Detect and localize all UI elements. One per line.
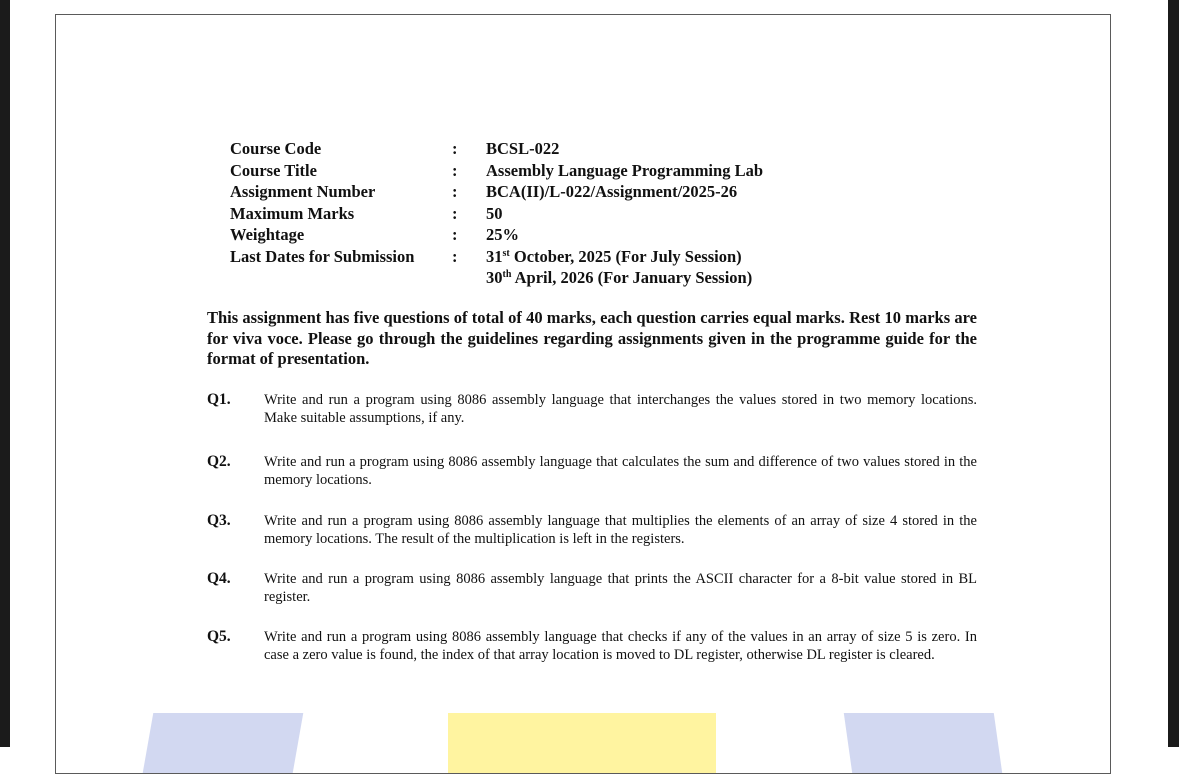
submission-dates-row (230, 246, 763, 268)
july-session-date: 31st October, 2025 (For July Session) (486, 246, 742, 266)
separator: : (452, 139, 458, 158)
logo-shape-blue-left (143, 713, 304, 773)
logo-shape-yellow (448, 713, 716, 773)
question-number: Q3. (207, 512, 231, 529)
question-1 (207, 391, 977, 427)
question-text: Write and run a program using 8086 assembly language that multiplies the elements of an array of size 4 stored in the memory locations. The result of the multiplication is left in the registers. (264, 513, 977, 547)
question-text: Write and run a program using 8086 assembly language that prints the ASCII character for a 8-bit value stored in BL register. (264, 571, 977, 605)
weightage-label: Weightage (230, 225, 305, 244)
maximum-marks-row (230, 203, 763, 225)
assignment-number-label: Assignment Number (230, 182, 376, 201)
question-number: Q5. (207, 628, 231, 645)
question-text: Write and run a program using 8086 assembly language that interchanges the values stored in two memory locations. Make suitable assumptions, if any. (264, 392, 977, 426)
assignment-instructions: This assignment has five questions of total of 40 marks, each question carries equal marks. Rest 10 marks are for viva voce. Please go through the guidelines regarding assignments given in the programme guide for the format of presentation. (207, 308, 977, 368)
question-4 (207, 570, 977, 606)
question-5 (207, 628, 977, 664)
course-title-label: Course Title (230, 160, 317, 180)
separator: : (452, 203, 458, 223)
right-dark-border (1168, 0, 1179, 747)
question-text: Write and run a program using 8086 assembly language that checks if any of the values in an array of size 5 is zero. In case a zero value is found, the index of that array location is moved to DL register, otherwise DL register is cleared. (264, 629, 977, 663)
maximum-marks-label: Maximum Marks (230, 203, 355, 223)
separator: : (452, 225, 458, 244)
course-code-value: BCSL-022 (486, 139, 560, 158)
course-info-table (230, 138, 763, 289)
maximum-marks-value: 50 (486, 203, 503, 223)
document-page (55, 14, 1111, 774)
assignment-number-row (230, 181, 763, 203)
question-text: Write and run a program using 8086 assembly language that calculates the sum and difference of two values stored in the memory locations. (264, 454, 977, 488)
separator: : (452, 246, 458, 266)
assignment-number-value: BCA(II)/L-022/Assignment/2025-26 (486, 182, 738, 201)
question-number: Q4. (207, 570, 231, 587)
course-title-row (230, 160, 763, 182)
question-3 (207, 512, 977, 548)
course-code-label: Course Code (230, 139, 322, 158)
question-number: Q2. (207, 453, 231, 470)
question-number: Q1. (207, 391, 231, 408)
question-2 (207, 453, 977, 489)
weightage-value: 25% (486, 225, 519, 244)
submission-dates-label: Last Dates for Submission (230, 246, 415, 266)
course-title-value: Assembly Language Programming Lab (486, 160, 764, 180)
weightage-row (230, 224, 763, 246)
logo-shape-blue-right (844, 713, 1002, 773)
separator: : (452, 182, 458, 201)
left-dark-border (0, 0, 10, 747)
january-session-date: 30th April, 2026 (For January Session) (486, 268, 753, 287)
course-code-row (230, 138, 763, 160)
separator: : (452, 160, 458, 180)
